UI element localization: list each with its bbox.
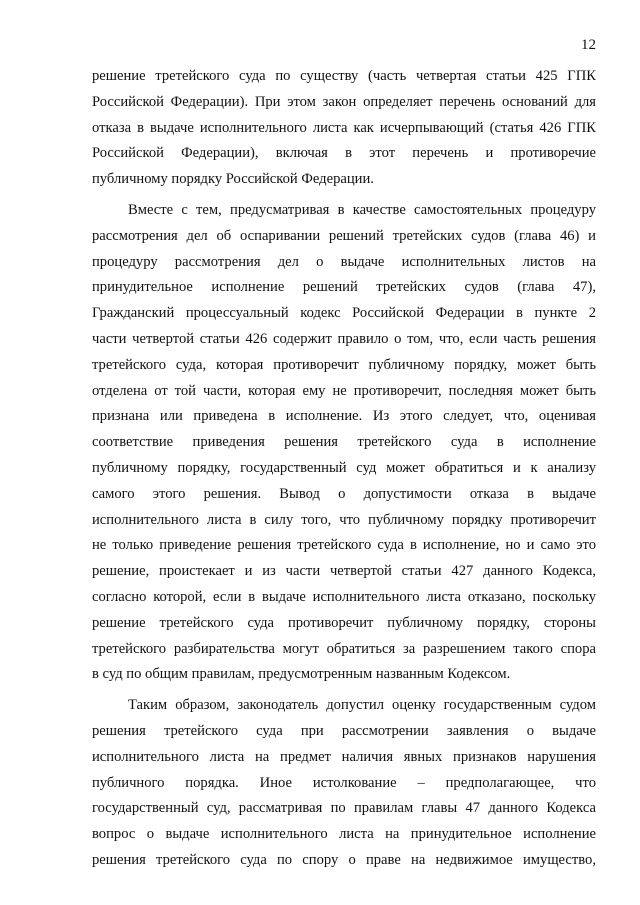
text-line: Российской Федерации), включая в этот перечень и противоречие — [92, 145, 596, 161]
text-line: процедуру рассмотрения дел о выдаче исполнительных листов на — [92, 254, 596, 270]
text-line: принудительное исполнение решений третейских судов (глава 47), — [92, 279, 596, 295]
text-line: отделена от той части, которая ему не противоречит, последняя может быть — [92, 383, 596, 399]
text-line: соответствие приведения решения третейского суда в исполнение — [92, 434, 596, 450]
text-line: публичному порядку, государственный суд может обратиться и к анализу — [92, 460, 596, 476]
text-line: Таким образом, законодатель допустил оценку государственным судом — [128, 697, 596, 713]
text-line: решение третейского суда противоречит публичному порядку, стороны — [92, 615, 596, 631]
text-line: вопрос о выдаче исполнительного листа на принудительное исполнение — [92, 826, 596, 842]
text-line: в суд по общим правилам, предусмотренным названным Кодексом. — [92, 666, 511, 682]
text-line: отказа в выдаче исполнительного листа как исчерпывающий (статья 426 ГПК — [92, 120, 596, 136]
text-line: решение третейского суда по существу (часть четвертая статьи 425 ГПК — [92, 68, 596, 84]
text-line: признана или приведена в исполнение. Из этого следует, что, оценивая — [92, 408, 596, 424]
text-line: согласно которой, если в выдаче исполнительного листа отказано, поскольку — [92, 589, 596, 605]
text-line: публичного порядка. Иное истолкование – предполагающее, что — [92, 775, 596, 791]
text-line: Гражданский процессуальный кодекс Российской Федерации в пункте 2 — [92, 305, 596, 321]
text-line: государственный суд, рассматривая по правилам главы 47 данного Кодекса — [92, 800, 596, 816]
text-line: решения третейского суда при рассмотрении заявления о выдаче — [92, 723, 596, 739]
text-line: исполнительного листа на предмет наличия явных признаков нарушения — [92, 749, 596, 765]
text-line: рассмотрения дел об оспаривании решений третейских судов (глава 46) и — [92, 228, 596, 244]
text-line: самого этого решения. Вывод о допустимости отказа в выдаче — [92, 486, 596, 502]
text-line: не только приведение решения третейского суда в исполнение, но и само это — [92, 537, 596, 553]
text-line: решение, проистекает и из части четвертой статьи 427 данного Кодекса, — [92, 563, 596, 579]
text-line: решения третейского суда по спору о праве на недвижимое имущество, — [92, 852, 596, 868]
text-line: публичному порядку Российской Федерации. — [92, 171, 374, 187]
text-line: части четвертой статьи 426 содержит правило о том, что, если часть решения — [92, 331, 596, 347]
text-line: исполнительного листа в силу того, что публичному порядку противоречит — [92, 512, 596, 528]
text-line: Российской Федерации). При этом закон определяет перечень оснований для — [92, 94, 596, 110]
text-line: третейского суда, которая противоречит публичному порядку, может быть — [92, 357, 596, 373]
text-line: Вместе с тем, предусматривая в качестве самостоятельных процедуру — [128, 202, 596, 218]
text-line: третейского разбирательства могут обратиться за разрешением такого спора — [92, 641, 596, 657]
page-number: 12 — [581, 37, 596, 53]
